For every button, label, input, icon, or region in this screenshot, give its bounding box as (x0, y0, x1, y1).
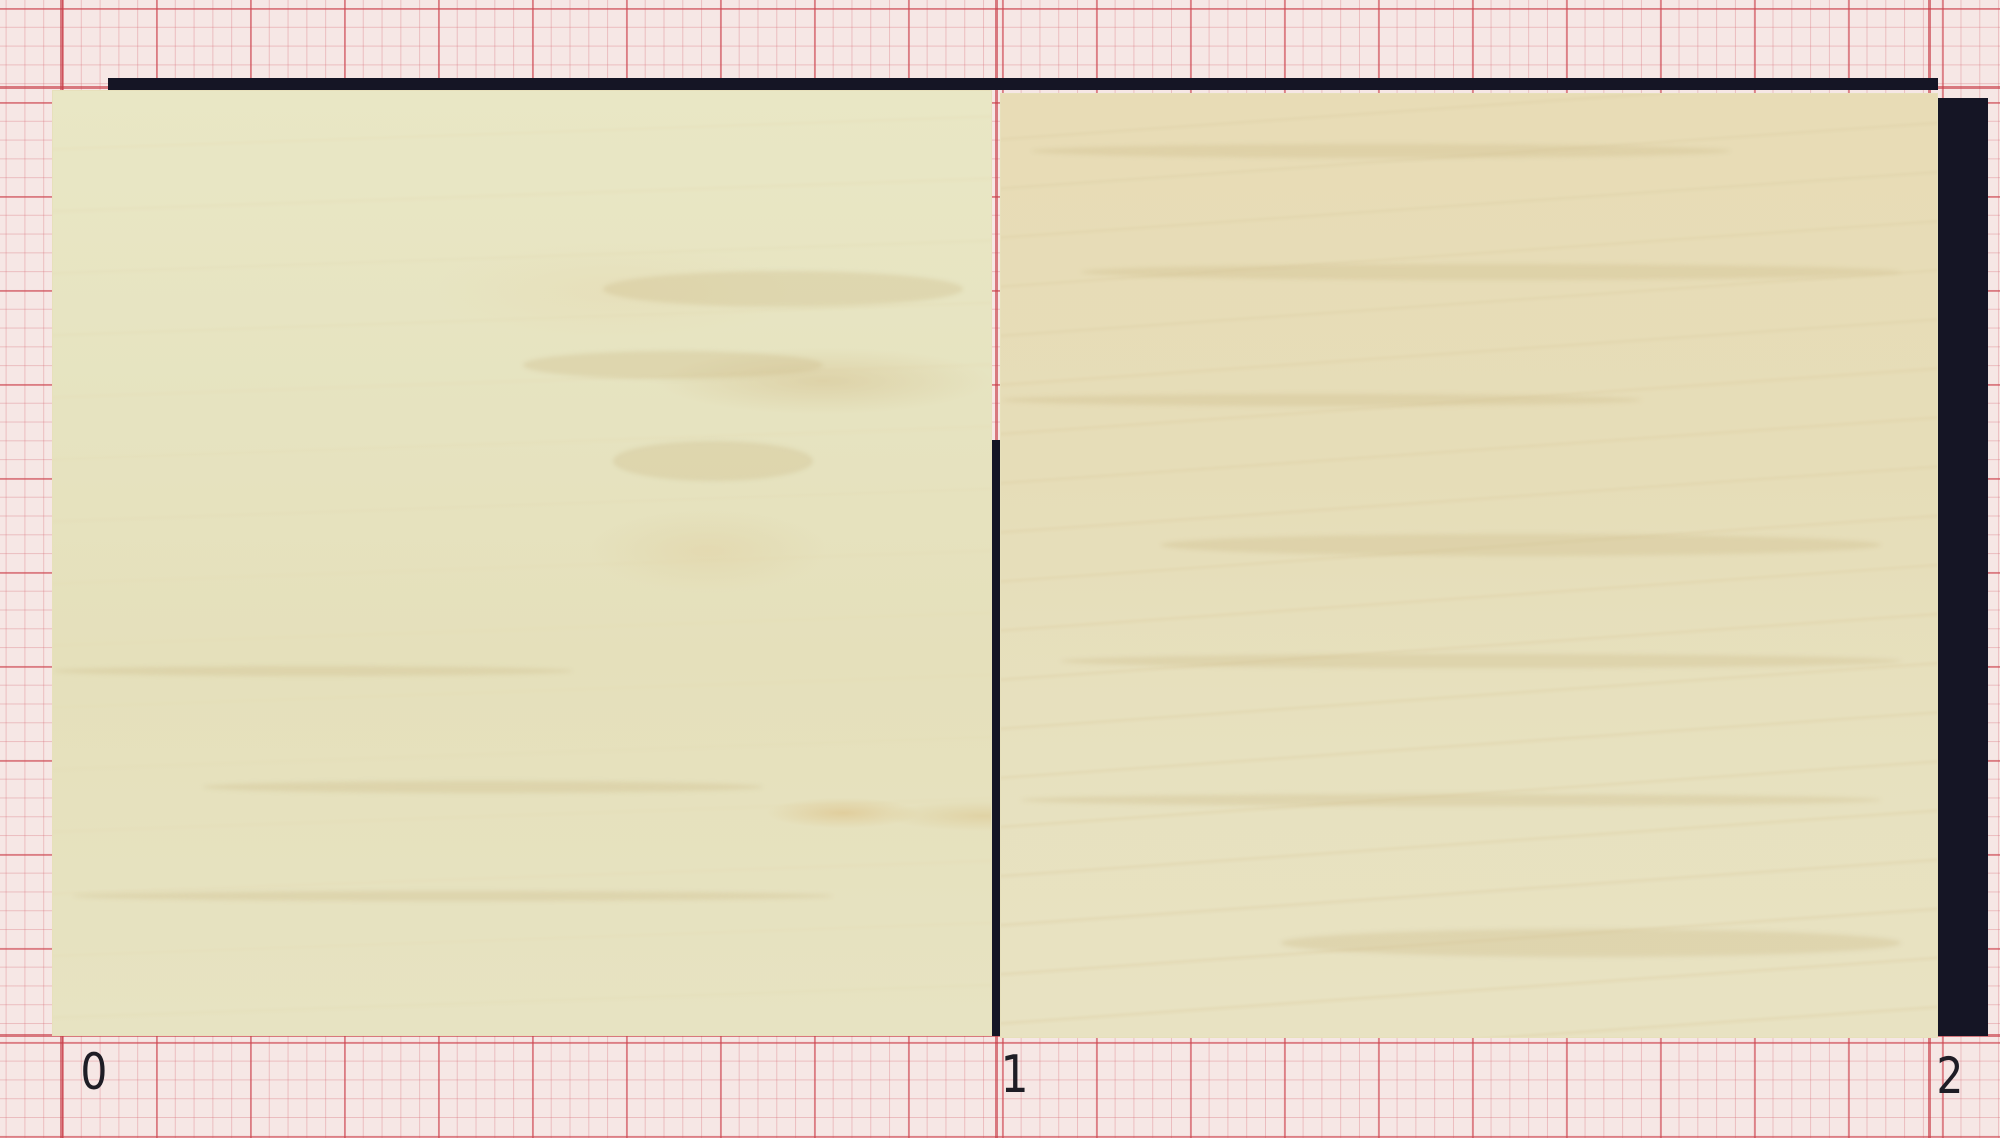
grain-figure (603, 271, 963, 307)
grain-figure (1021, 794, 1881, 806)
grain-figure (1061, 654, 1901, 668)
scale-label-one: 1 (1000, 1045, 1029, 1105)
grain-figure (1081, 264, 1901, 280)
scale-label-zero: 0 (80, 1043, 108, 1101)
scale-label-two: 2 (1936, 1047, 1964, 1105)
grain-figure (1161, 534, 1881, 556)
top-shadow (108, 78, 1938, 90)
grain-figure (1001, 394, 1641, 406)
grain-figure (73, 891, 833, 901)
grain-figure (1031, 144, 1731, 158)
veneer-panel-left (52, 90, 992, 1036)
grain-figure (1281, 929, 1901, 957)
grain-figure (203, 781, 763, 793)
veneer-panel-right (1000, 93, 1938, 1038)
grain-figure (523, 351, 823, 379)
right-shadow (1936, 98, 1988, 1036)
grain-figure (53, 666, 573, 676)
grain-figure (613, 441, 813, 481)
